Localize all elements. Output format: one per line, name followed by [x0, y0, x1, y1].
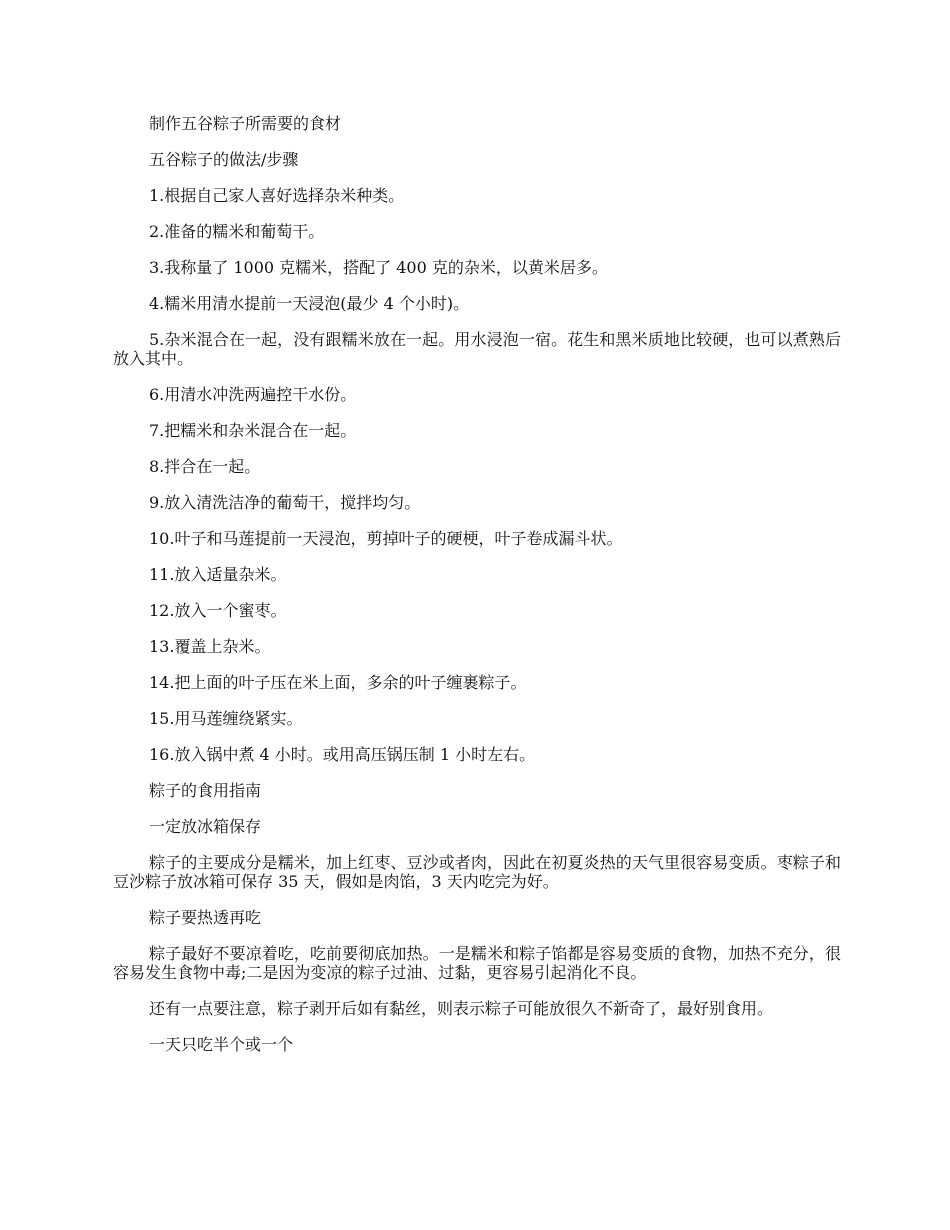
step-2: 2.准备的糯米和葡萄干。	[149, 222, 325, 241]
step-3: 3.我称量了 1000 克糯米，搭配了 400 克的杂米，以黄米居多。	[149, 258, 608, 277]
paragraph-heating: 粽子最好不要凉着吃，吃前要彻底加热。一是糯米和粽子馅都是容易变质的食物，加热不充分，很容易发生食物中毒;二是因为变凉的粽子过油、过黏，更容易引起消化不良。	[113, 944, 841, 982]
paragraph-storage: 粽子的主要成分是糯米，加上红枣、豆沙或者肉，因此在初夏炎热的天气里很容易变质。枣粽子和豆沙粽子放冰箱可保存 35 天，假如是肉馅，3 天内吃完为好。	[113, 853, 841, 891]
step-11: 11.放入适量杂米。	[149, 565, 287, 584]
step-6: 6.用清水冲洗两遍控干水份。	[149, 385, 357, 404]
step-14: 14.把上面的叶子压在米上面，多余的叶子缠裹粽子。	[149, 673, 527, 692]
step-9: 9.放入清洗洁净的葡萄干，搅拌均匀。	[149, 493, 421, 512]
step-4: 4.糯米用清水提前一天浸泡(最少 4 个小时)。	[149, 294, 470, 313]
step-7: 7.把糯米和杂米混合在一起。	[149, 421, 357, 440]
step-1: 1.根据自己家人喜好选择杂米种类。	[149, 186, 405, 205]
section-heading-guide: 粽子的食用指南	[149, 781, 262, 800]
step-12: 12.放入一个蜜枣。	[149, 601, 287, 620]
section-heading-ingredients: 制作五谷粽子所需要的食材	[149, 114, 342, 133]
document-body	[113, 114, 841, 1071]
section-heading-steps: 五谷粽子的做法/步骤	[149, 150, 299, 169]
step-5: 5.杂米混合在一起，没有跟糯米放在一起。用水浸泡一宿。花生和黑米质地比较硬，也可以煮熟后放入其中。	[113, 330, 841, 368]
step-16: 16.放入锅中煮 4 小时。或用高压锅压制 1 小时左右。	[149, 745, 536, 764]
step-10: 10.叶子和马莲提前一天浸泡，剪掉叶子的硬梗，叶子卷成漏斗状。	[149, 529, 623, 548]
step-8: 8.拌合在一起。	[149, 457, 261, 476]
step-15: 15.用马莲缠绕紧实。	[149, 709, 303, 728]
paragraph-warning: 还有一点要注意，粽子剥开后如有黏丝，则表示粽子可能放很久不新奇了，最好别食用。	[149, 999, 774, 1018]
subheading-portion: 一天只吃半个或一个	[149, 1035, 294, 1054]
subheading-storage: 一定放冰箱保存	[149, 817, 262, 836]
subheading-heating: 粽子要热透再吃	[149, 908, 262, 927]
step-13: 13.覆盖上杂米。	[149, 637, 271, 656]
